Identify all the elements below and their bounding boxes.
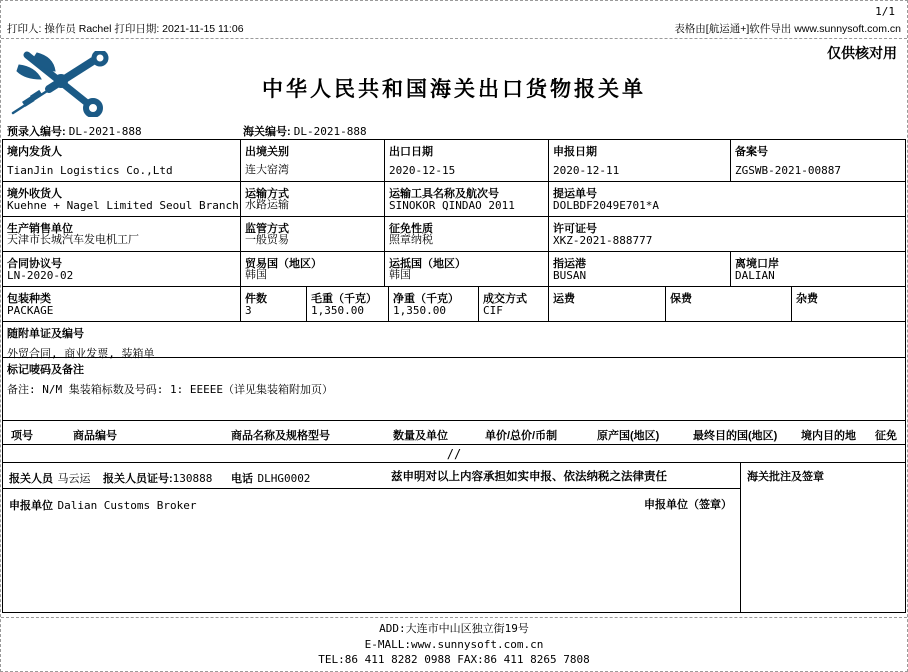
field-package-type: 包装种类 PACKAGE bbox=[7, 293, 54, 317]
row-attached-docs bbox=[3, 322, 905, 358]
field-consignor: 境内发货人 TianJin Logistics Co.,Ltd bbox=[7, 146, 173, 177]
pre-entry-row bbox=[1, 123, 907, 139]
field-trade-country: 贸易国（地区） 韩国 bbox=[240, 252, 384, 286]
footer-divider bbox=[1, 617, 907, 618]
declaring-unit: 申报单位 Dalian Customs Broker bbox=[9, 499, 197, 512]
field-marks-notes: 标记唛码及备注 备注: N/M 集装箱标数及号码: 1: EEEEE（详见集装箱附加页） bbox=[7, 364, 333, 396]
field-record-no: 备案号 ZGSWB-2021-00887 bbox=[730, 140, 907, 181]
declarant: 报关人员 马云运 bbox=[9, 472, 91, 485]
col-origin-country: 原产国(地区) bbox=[597, 430, 660, 442]
declarant-cert-no: 报关人员证号:130888 bbox=[103, 472, 213, 485]
field-levy-nature: 征免性质 照章纳税 bbox=[384, 217, 548, 251]
field-net-weight: 净重（千克） 1,350.00 bbox=[388, 287, 478, 321]
declarant-row bbox=[3, 463, 740, 489]
declaration-block bbox=[3, 463, 905, 612]
field-transport-mode: 运输方式 水路运输 bbox=[240, 182, 384, 216]
field-freight: 运费 bbox=[548, 287, 665, 321]
row-producer bbox=[3, 217, 905, 252]
truth-statement: 兹申明对以上内容承担如实申报、依法纳税之法律责任 bbox=[391, 471, 667, 483]
col-exemption: 征免 bbox=[875, 430, 897, 442]
field-bl-no: 提运单号 DOLBDF2049E701*A bbox=[548, 182, 907, 216]
field-exit-port: 离境口岸 DALIAN bbox=[730, 252, 907, 286]
field-export-date: 出口日期 2020-12-15 bbox=[384, 140, 548, 181]
row-consignor bbox=[3, 140, 905, 182]
declarant-phone: 电话 DLHG0002 bbox=[231, 472, 311, 485]
declaration-form-table bbox=[2, 139, 906, 613]
field-consignee: 境外收货人 Kuehne + Nagel Limited Seoul Branch bbox=[7, 188, 239, 212]
declaring-unit-seal-label: 申报单位（签章） bbox=[644, 499, 732, 511]
col-qty-unit: 数量及单位 bbox=[393, 430, 448, 442]
field-pieces: 件数 3 bbox=[240, 287, 306, 321]
pre-entry-number: 预录入编号: DL-2021-888 bbox=[7, 125, 142, 138]
field-attached-docs: 随附单证及编号 外贸合同, 商业发票, 装箱单 bbox=[7, 328, 155, 360]
field-dest-port: 指运港 BUSAN bbox=[548, 252, 730, 286]
col-commodity-code: 商品编号 bbox=[73, 430, 117, 442]
field-license-no: 许可证号 XKZ-2021-888777 bbox=[548, 217, 907, 251]
export-note: 表格由[航运通+]软件导出 www.sunnysoft.com.cn bbox=[674, 23, 901, 35]
top-divider bbox=[1, 38, 907, 39]
goods-empty-marker: // bbox=[3, 445, 905, 463]
customs-notes-label: 海关批注及签章 bbox=[747, 471, 824, 483]
field-declare-date: 申报日期 2020-12-11 bbox=[548, 140, 730, 181]
form-title: 中华人民共和国海关出口货物报关单 bbox=[262, 78, 646, 101]
customs-notes-box bbox=[741, 463, 905, 612]
page-number: 1/1 bbox=[875, 5, 895, 18]
row-packing bbox=[3, 287, 905, 322]
footer-email: E-MALL:www.sunnysoft.com.cn bbox=[364, 637, 544, 651]
print-info-row bbox=[7, 21, 901, 36]
row-contract bbox=[3, 252, 905, 287]
footer-address: ADD:大连市中山区独立街19号 bbox=[379, 622, 529, 635]
field-producer: 生产销售单位 天津市长城汽车发电机工厂 bbox=[7, 223, 139, 246]
goods-table-header bbox=[3, 421, 905, 445]
footer bbox=[1, 621, 907, 668]
field-supervision-mode: 监管方式 一般贸易 bbox=[240, 217, 384, 251]
col-domestic-dest: 境内目的地 bbox=[801, 430, 856, 442]
field-vessel-voyage: 运输工具名称及航次号 SINOKOR QINDAO 2011 bbox=[384, 182, 548, 216]
check-only-label: 仅供核对用 bbox=[827, 45, 897, 61]
customs-number: 海关编号: DL-2021-888 bbox=[243, 125, 367, 138]
declaring-unit-row bbox=[3, 489, 740, 515]
print-info: 打印人: 操作员 Rachel 打印日期: 2021-11-15 11:06 bbox=[7, 23, 244, 35]
row-marks-notes bbox=[3, 358, 905, 421]
field-deal-mode: 成交方式 CIF bbox=[478, 287, 548, 321]
field-arrival-country: 运抵国（地区） 韩国 bbox=[384, 252, 548, 286]
row-consignee bbox=[3, 182, 905, 217]
field-misc-fees: 杂费 bbox=[791, 287, 907, 321]
field-exit-customs: 出境关别 连大窑湾 bbox=[240, 140, 384, 181]
field-gross-weight: 毛重（千克） 1,350.00 bbox=[306, 287, 388, 321]
col-price-currency: 单价/总价/币制 bbox=[485, 430, 558, 442]
col-final-dest: 最终目的国(地区) bbox=[693, 430, 778, 442]
field-insurance: 保费 bbox=[665, 287, 791, 321]
col-commodity-name: 商品名称及规格型号 bbox=[231, 430, 330, 442]
declaration-left bbox=[3, 463, 741, 612]
field-contract-no: 合同协议号 LN-2020-02 bbox=[7, 258, 74, 282]
footer-tel: TEL:86 411 8282 0988 FAX:86 411 8265 7808 bbox=[318, 653, 590, 666]
col-item-no: 项号 bbox=[11, 430, 33, 442]
